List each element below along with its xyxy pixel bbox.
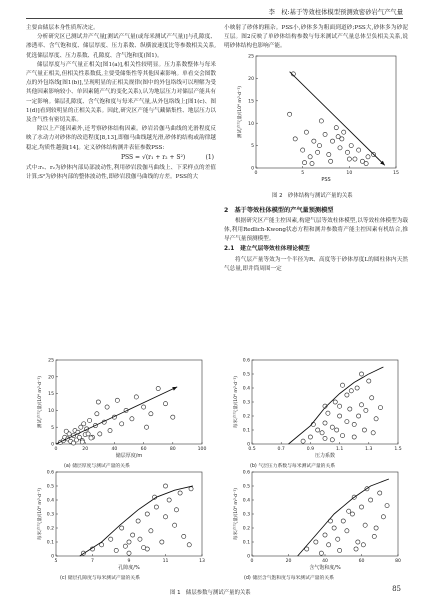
- x-tick-label: 1.5: [394, 447, 402, 452]
- data-point: [327, 152, 331, 156]
- data-point: [323, 132, 327, 136]
- y-tick-label: 0.1: [46, 540, 54, 546]
- x-tick-label: 11: [162, 559, 169, 564]
- data-point: [89, 436, 93, 440]
- data-point: [345, 393, 349, 397]
- y-tick-label: 0.5: [242, 372, 250, 378]
- data-point: [347, 509, 351, 513]
- data-point: [374, 526, 378, 530]
- data-point: [385, 504, 389, 508]
- plot-frame: [252, 360, 398, 444]
- y-axis-label: 测试产气量/(10⁴ m³·d⁻¹): [238, 85, 243, 138]
- data-point: [349, 143, 353, 147]
- data-point: [105, 405, 109, 409]
- data-point: [308, 435, 312, 439]
- data-point: [145, 512, 149, 516]
- x-tick-label: 80: [169, 447, 176, 452]
- data-point: [371, 431, 375, 435]
- y-tick-label: 0.1: [242, 428, 250, 434]
- data-point: [127, 540, 131, 544]
- x-tick-label: 0.5: [248, 447, 256, 452]
- data-point: [378, 491, 382, 495]
- data-point: [302, 160, 306, 164]
- data-point: [323, 421, 327, 425]
- data-point: [138, 537, 142, 541]
- data-point: [293, 136, 297, 140]
- data-point: [364, 161, 368, 165]
- x-tick-label: 0: [54, 447, 58, 452]
- x-tick-label: 5: [301, 170, 305, 176]
- data-point: [127, 551, 131, 555]
- y-tick-label: 0.4: [242, 386, 250, 392]
- data-point: [189, 487, 193, 491]
- data-point: [338, 548, 342, 552]
- data-point: [310, 161, 314, 165]
- paragraph: 式中:r₁、r₂为砂体内部局部波动性,利用砂岩段伽马曲线上、下采样点的差值计算;S²为砂体内部的整体波动性,即砂岩段伽马曲线的方差。PSS的大: [26, 164, 216, 181]
- data-point: [120, 422, 124, 426]
- data-point: [304, 130, 308, 134]
- data-point: [329, 159, 333, 163]
- data-point: [301, 148, 305, 152]
- data-point: [336, 134, 340, 138]
- data-point: [86, 432, 90, 436]
- paragraph: 主要由储层本身性质所决定。: [26, 25, 99, 31]
- data-point: [96, 400, 100, 404]
- data-point: [174, 508, 178, 512]
- figure-2-chart: [224, 52, 408, 190]
- data-point: [355, 386, 359, 390]
- data-point: [134, 395, 138, 399]
- plot-frame: [252, 472, 398, 556]
- y-tick-label: 0.6: [46, 470, 54, 476]
- data-point: [64, 429, 68, 433]
- data-point: [160, 540, 164, 544]
- data-point: [123, 544, 127, 548]
- y-tick-label: 25: [48, 358, 54, 364]
- data-point: [333, 400, 337, 404]
- y-tick-label: 10: [248, 121, 254, 127]
- data-point: [114, 548, 118, 552]
- x-tick-label: 0.7: [277, 447, 285, 452]
- data-point: [308, 154, 312, 158]
- y-tick-label: 25: [248, 54, 254, 60]
- data-point: [352, 422, 356, 426]
- data-point: [366, 154, 370, 158]
- data-point: [82, 422, 86, 426]
- data-point: [330, 438, 334, 442]
- x-tick-label: 20: [82, 447, 89, 452]
- data-point: [381, 515, 385, 519]
- paragraph: 将气层产量等效为一个半径为R、高度等于砂体厚度L的圆柱体内天然气总量,即井筒周围一定: [224, 256, 408, 272]
- x-tick-label: 10: [346, 170, 353, 176]
- x-axis-label: 含气饱和度/%: [309, 565, 341, 571]
- data-point: [352, 435, 356, 439]
- figure-2-caption: 图 2 砂体结构与测试产量的关系: [272, 192, 353, 199]
- x-axis-label: 压力系数: [314, 453, 336, 459]
- figure-1b-subcaption: (b) 气层压力系数与每米测试产量的关系: [250, 464, 336, 469]
- data-point: [154, 505, 158, 509]
- subsection-heading: 2.1 建立气层等效柱体理论模型: [224, 246, 310, 253]
- data-point: [374, 417, 378, 421]
- y-tick-label: 20: [48, 375, 54, 381]
- data-point: [340, 434, 344, 438]
- data-point: [95, 412, 99, 416]
- y-tick-label: 0: [51, 554, 54, 560]
- data-point: [359, 505, 363, 509]
- y-tick-label: 15: [248, 99, 254, 105]
- data-point: [332, 526, 336, 530]
- x-axis-label: 储层厚度/m: [115, 453, 143, 459]
- plot-frame: [256, 56, 396, 168]
- data-point: [361, 543, 365, 547]
- data-point: [330, 425, 334, 429]
- x-tick-label: 100: [197, 447, 207, 452]
- y-tick-label: 0.2: [242, 526, 250, 532]
- y-tick-label: 0: [251, 166, 254, 172]
- x-tick-label: 0.9: [306, 447, 315, 452]
- paragraph: 小映射了砂体的粗杂。PSS小,砂体多为粗面到道砂;PSS大,砂体多为砂泥互层。图2反映了单砂体结构参数与每米测试产气量总体呈负相关关系,说明砂体结构也影响产能。: [224, 25, 408, 50]
- y-tick-label: 0.2: [46, 526, 54, 532]
- data-point: [136, 519, 140, 523]
- x-axis-label: PSS: [321, 176, 331, 183]
- x-tick-label: 5: [54, 559, 58, 564]
- left-text-column: [26, 24, 216, 182]
- data-point: [317, 143, 321, 147]
- y-axis-label: 每米产气量/(10⁴ m³·d⁻¹): [38, 487, 43, 541]
- paragraph: 根据研究区产能主控因素,构建气层等效柱体模型,以等效柱体模型为载体,利用Redlich-Kwong状态方程和测井参数将产能主控因素有机结合,推导产气量预测模型。: [224, 217, 408, 243]
- data-point: [345, 150, 349, 154]
- x-axis-label: 孔隙度/%: [118, 565, 140, 571]
- y-tick-label: 5: [51, 425, 54, 431]
- data-point: [340, 383, 344, 387]
- data-point: [338, 414, 342, 418]
- data-point: [131, 533, 135, 537]
- section-heading: 2 基于等效柱体模型的产气量预测模型: [224, 206, 334, 214]
- data-point: [372, 534, 376, 538]
- x-tick-label: 60: [140, 447, 147, 452]
- paragraph: 除以上产能因素外,还考察砂体结构因素。砂岩岩伽马曲线的光滑程度反映了水动力对砂体的改造程度[8,13],即伽马曲线越光滑,砂体的结构或韵律越稳定,均质性越强[14]。定义砂体结构测井表征参数PSS:: [26, 126, 216, 151]
- data-point: [323, 533, 327, 537]
- figure-1-caption: 图 1 储层参数与测试产量的关系: [170, 590, 251, 596]
- figure-2: [224, 52, 408, 202]
- data-point: [335, 428, 339, 432]
- data-point: [347, 157, 351, 161]
- x-tick-label: 60: [358, 559, 365, 564]
- envelope-curve: [289, 367, 384, 444]
- x-tick-label: 7: [91, 559, 94, 564]
- y-tick-label: 0.4: [46, 498, 54, 504]
- data-point: [178, 491, 182, 495]
- y-tick-label: 0: [51, 442, 54, 448]
- data-point: [334, 125, 338, 129]
- data-point: [144, 425, 148, 429]
- y-axis-label: 测试产气量/(10⁴ m³·d⁻¹): [38, 375, 43, 429]
- data-point: [319, 551, 323, 555]
- data-point: [330, 139, 334, 143]
- y-tick-label: 20: [248, 76, 254, 82]
- page-number: 85: [392, 585, 401, 593]
- x-tick-label: 13: [199, 559, 205, 564]
- data-point: [130, 417, 134, 421]
- right-text-column: [224, 24, 408, 274]
- data-point: [163, 484, 167, 488]
- data-point: [341, 519, 345, 523]
- equation-number: (1): [205, 153, 214, 161]
- data-point: [98, 432, 102, 436]
- data-point: [120, 526, 124, 530]
- x-tick-label: 80: [395, 559, 401, 564]
- data-point: [356, 540, 360, 544]
- y-tick-label: 0.2: [242, 414, 250, 420]
- data-point: [345, 420, 349, 424]
- data-point: [359, 372, 363, 376]
- y-tick-label: 10: [48, 409, 54, 414]
- data-point: [338, 145, 342, 149]
- y-tick-label: 0.3: [242, 400, 250, 406]
- data-point: [367, 379, 371, 383]
- data-point: [364, 408, 368, 412]
- y-tick-label: 0.3: [242, 512, 250, 518]
- data-point: [323, 436, 327, 440]
- y-tick-label: 0.3: [46, 512, 54, 518]
- data-point: [312, 139, 316, 143]
- data-point: [362, 428, 366, 432]
- x-tick-label: 20: [285, 559, 292, 564]
- y-tick-label: 0.4: [242, 498, 250, 504]
- y-tick-label: 0: [247, 554, 250, 560]
- data-point: [149, 412, 153, 416]
- data-point: [163, 402, 167, 406]
- data-point: [349, 389, 353, 393]
- figure-1c-chart: [22, 468, 214, 574]
- y-tick-label: 5: [251, 143, 254, 149]
- data-point: [145, 547, 149, 551]
- data-point: [369, 498, 373, 502]
- equation-pss: [26, 153, 216, 164]
- x-tick-label: 40: [322, 559, 328, 564]
- y-axis-label: 每米产气量/(10⁴ m³·d⁻¹): [234, 487, 239, 541]
- y-tick-label: 0.6: [242, 470, 250, 476]
- data-point: [320, 431, 324, 435]
- data-point: [109, 537, 113, 541]
- data-point: [327, 543, 331, 547]
- y-tick-label: 0.5: [242, 484, 250, 490]
- x-tick-label: 1.1: [335, 447, 344, 452]
- data-point: [316, 150, 320, 154]
- x-tick-label: 15: [393, 170, 399, 176]
- data-point: [359, 403, 363, 407]
- data-point: [356, 414, 360, 418]
- y-tick-label: 0: [247, 442, 250, 448]
- data-point: [108, 428, 112, 432]
- y-tick-label: 15: [48, 392, 54, 398]
- data-point: [171, 415, 175, 419]
- data-point: [336, 537, 340, 541]
- data-point: [173, 523, 177, 527]
- figure-1b-chart: [218, 356, 410, 462]
- data-point: [316, 428, 320, 432]
- x-tick-label: 0: [250, 559, 254, 564]
- data-point: [353, 157, 357, 161]
- x-tick-label: 1.3: [365, 447, 373, 452]
- trend-line: [56, 387, 177, 444]
- data-point: [149, 529, 153, 533]
- data-point: [167, 498, 171, 502]
- paragraph: 分析研究区已测试井产气量[测试产气量(或每米测试产气量)]与孔隙度、渗透率、含气饱和度、储层厚度、压力系数、纵横波速度比等参数相关关系,优选储层厚度、压力系数、孔隙度、含气饱和度(图1)。: [26, 34, 216, 59]
- y-tick-label: 0.6: [242, 358, 250, 364]
- data-point: [338, 404, 342, 408]
- running-head-text: 李 权:基于等效柱体模型预测致密砂岩气产气量: [268, 9, 403, 16]
- data-point: [156, 386, 160, 390]
- data-point: [182, 534, 186, 538]
- data-point: [348, 407, 352, 411]
- data-point: [301, 439, 305, 443]
- data-point: [87, 418, 91, 422]
- data-point: [326, 411, 330, 415]
- data-point: [357, 148, 361, 152]
- paragraph: 储层厚度与产气量正相关[图1(a)],相关性较明显。压力系数整体与每米产气量正相关,但相关性系数低,主要受储集性等其他因素影响。单看交会图散点的外包络线[图1(b)],呈现明显的正相关规律(图中的外包络线可以理解为受其他因素影响较小、单因素随产气的变化关系),认为地层压力对储层产能具有一定影响。储层孔隙度、含气饱和度与每米产气量,从外包络线上[图1(c)、图1(d)]看到较明显的正相关关系。因此,研究区产能与气藏储集性、地层压力以及含气性有密切关系。: [26, 61, 216, 124]
- data-point: [319, 118, 323, 122]
- figure-1d-chart: [218, 468, 410, 574]
- data-point: [80, 440, 84, 444]
- data-point: [354, 547, 358, 551]
- data-point: [142, 405, 146, 409]
- envelope-curve: [298, 479, 389, 556]
- data-point: [163, 515, 167, 519]
- equation-expression: PSS = √(r₁ + r₂ + S²): [121, 153, 186, 161]
- data-point: [370, 396, 374, 400]
- figure-1d-subcaption: (d) 储层含气饱和度与每米测试产量的关系: [244, 576, 334, 581]
- y-axis-label: 每米产气量/(10⁴ m³·d⁻¹): [234, 375, 239, 429]
- x-tick-label: 0: [254, 170, 258, 176]
- running-header: [26, 4, 403, 19]
- data-point: [378, 406, 382, 410]
- data-point: [115, 398, 119, 402]
- y-tick-label: 0.5: [46, 484, 54, 490]
- figure-1c-subcaption: (c) 储层孔隙度与每米测试产量的关系: [60, 576, 140, 581]
- data-point: [314, 540, 318, 544]
- figure-1a-chart: [22, 356, 214, 462]
- data-point: [71, 441, 75, 445]
- y-tick-label: 0.1: [242, 540, 250, 546]
- x-tick-label: 40: [111, 447, 118, 452]
- x-tick-label: 9: [127, 559, 131, 564]
- figure-1a-subcaption: (a) 储层厚度与测试产量的关系: [64, 464, 130, 469]
- data-point: [187, 543, 191, 547]
- data-point: [342, 130, 346, 134]
- data-point: [345, 529, 349, 533]
- data-point: [363, 523, 367, 527]
- data-point: [350, 512, 354, 516]
- data-point: [288, 112, 292, 116]
